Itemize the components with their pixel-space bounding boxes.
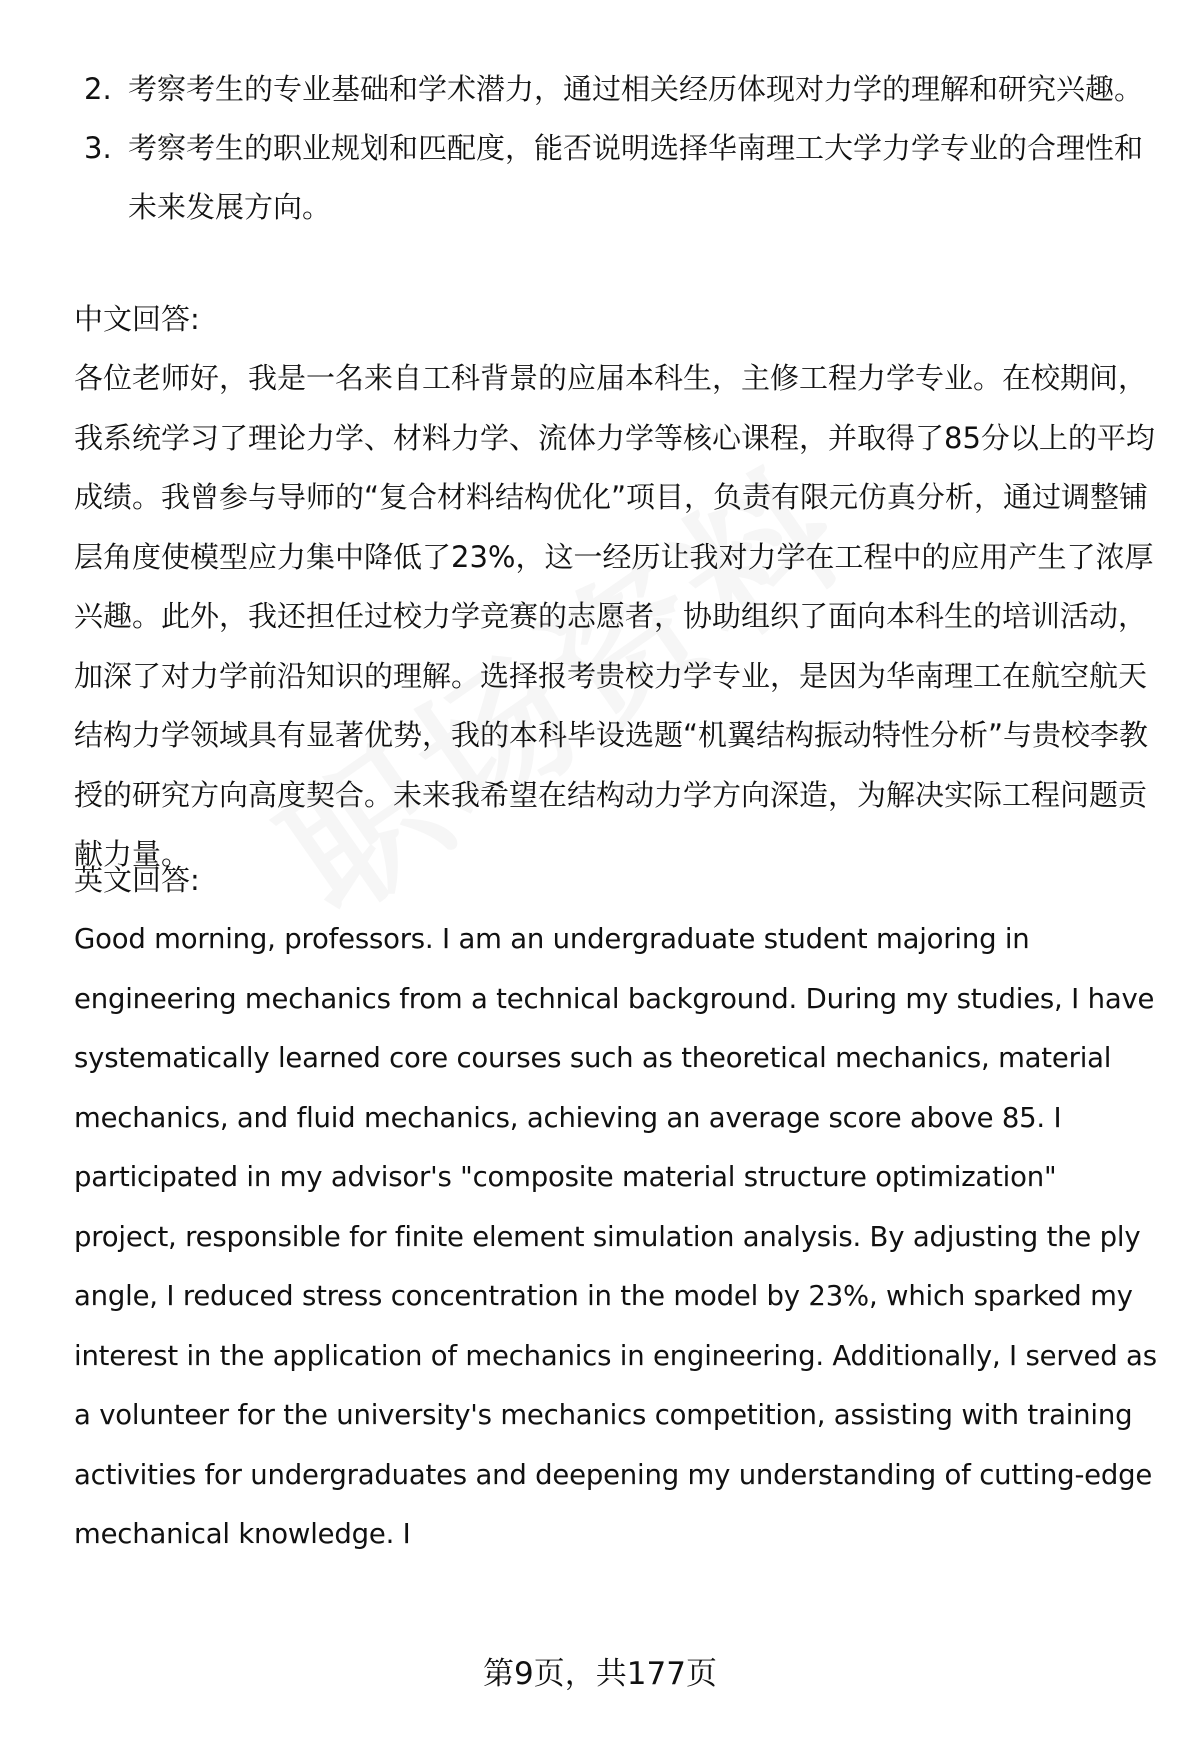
list-item <box>74 60 1154 119</box>
english-answer-body: Good morning, professors. I am an undergraduate student majoring in engineering mechanics from a technical background. During my studies, I have systematically learned core courses such as theoretical mechanics, material mechanics, and fluid mechanics, achieving an average score above 85. I participated in my advisor's "composite material structure optimization" project, responsible for finite element simulation analysis. By adjusting the ply angle, I reduced stress concentration in the model by 23%, which sparked my interest in the application of mechanics in engineering. Additionally, I served as a volunteer for the university's mechanics competition, assisting with training activities for undergraduates and deepening my understanding of cutting-edge mechanical knowledge. I <box>74 923 1157 1550</box>
chinese-answer-body: 各位老师好，我是一名来自工科背景的应届本科生，主修工程力学专业。在校期间，我系统学习了理论力学、材料力学、流体力学等核心课程，并取得了85分以上的平均成绩。我曾参与导师的“复合材料结构优化”项目，负责有限元仿真分析，通过调整铺层角度使模型应力集中降低了23%，这一经历让我对力学在工程中的应用产生了浓厚兴趣。此外，我还担任过校力学竞赛的志愿者，协助组织了面向本科生的培训活动，加深了对力学前沿知识的理解。选择报考贵校力学专业，是因为华南理工在航空航天结构力学领域具有显著优势，我的本科毕设选题“机翼结构振动特性分析”与贵校李教授的研究方向高度契合。未来我希望在结构动力学方向深造，为解决实际工程问题贡献力量。 <box>74 361 1155 871</box>
chinese-answer-title: 中文回答: <box>74 302 200 336</box>
list-item-number: 2. <box>84 72 112 106</box>
list-item-text: 考察考生的职业规划和匹配度，能否说明选择华南理工大学力学专业的合理性和未来发展方向。 <box>128 131 1144 224</box>
page-footer: 第9页，共177页 <box>483 1656 717 1692</box>
criteria-list <box>74 60 1154 237</box>
list-item-number: 3. <box>84 131 112 165</box>
list-item <box>74 119 1154 237</box>
english-answer-title: 英文回答: <box>74 863 200 897</box>
list-item-text: 考察考生的专业基础和学术潜力，通过相关经历体现对力学的理解和研究兴趣。 <box>128 72 1144 106</box>
